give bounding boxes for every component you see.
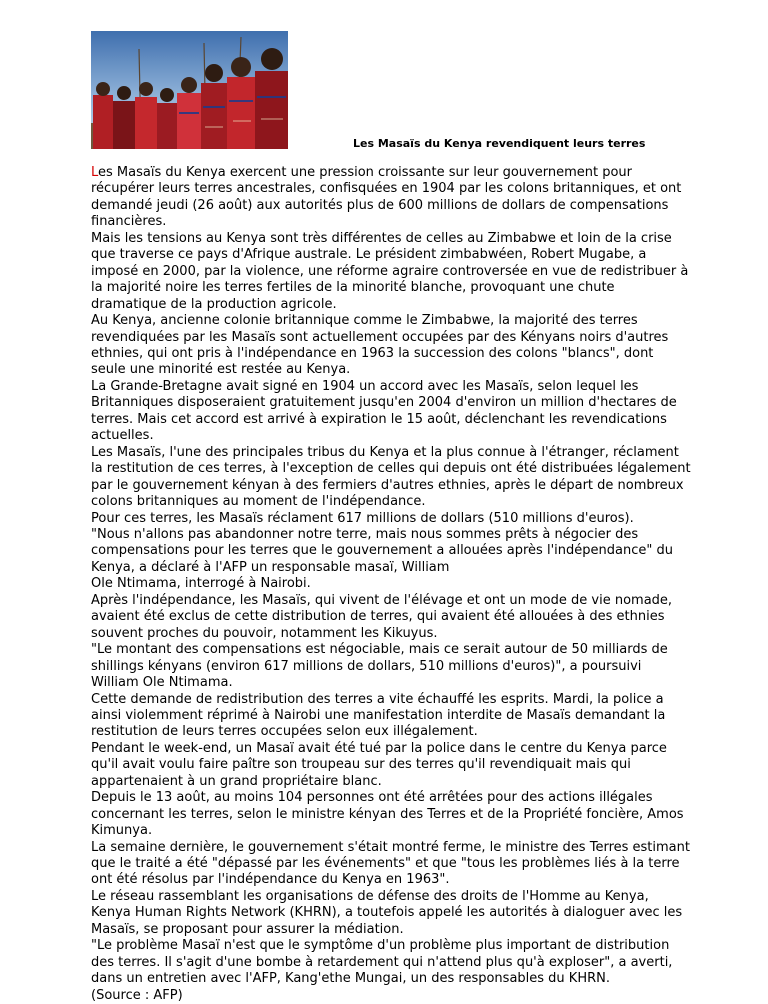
article-paragraph: La Grande-Bretagne avait signé en 1904 un accord avec les Masaïs, selon lequel les Britanniques disposeraient gratuitement jusqu'en 2004 d'environ un million d'hectares de terres. Mais cet accord est arrivé à expiration le 15 août, déclenchant les revendications actuelles. — [91, 378, 677, 444]
masai-group-photo — [91, 31, 288, 149]
photo-illustration — [91, 31, 288, 149]
article-body — [91, 165, 691, 1004]
article-paragraph: Ole Ntimama, interrogé à Nairobi. — [91, 576, 311, 592]
article-paragraph: "Le montant des compensations est négociable, mais ce serait autour de 50 milliards de shillings kényans (environ 617 millions de dollars, 510 millions d'euros)", a poursuivi William Ole Ntimama. — [91, 642, 668, 691]
article-paragraph: La semaine dernière, le gouvernement s'était montré ferme, le ministre des Terres estimant que le traité a été "dépassé par les événements" et que "tous les problèmes liés à la terre ont été résolus par l'indépendance du Kenya en 1963". — [91, 839, 690, 888]
article-paragraph: Depuis le 13 août, au moins 104 personnes ont été arrêtées pour des actions illégales concernant les terres, selon le ministre kényan des Terres et de la Propriété foncière, Amos Kimunya. — [91, 790, 684, 839]
article-paragraph: Pendant le week-end, un Masaï avait été tué par la police dans le centre du Kenya parce qu'il avait voulu faire paître son troupeau sur des terres qu'il revendiquait mais qui appartenaient à un grand propriétaire blanc. — [91, 740, 667, 789]
article-paragraph: "Le problème Masaï n'est que le symptôme d'un problème plus important de distribution des terres. Il s'agit d'une bombe à retardement qui n'attend plus qu'à exploser", a averti, dans un entretien avec l'AFP, Kang'ethe Mungai, un des responsables du KHRN. — [91, 938, 673, 987]
photo-caption: Les Masaïs du Kenya revendiquent leurs terres — [353, 137, 646, 150]
article-paragraph — [91, 165, 691, 231]
article-paragraph: Mais les tensions au Kenya sont très différentes de celles au Zimbabwe et loin de la crise que traverse ce pays d'Afrique australe. Le président zimbabwéen, Robert Mugabe, a imposé en 2000, par la violence, une réforme agraire controversée en vue de redistribuer à la majorité noire les terres fertiles de la minorité blanche, provoquant une chute dramatique de la production agricole. — [91, 230, 689, 312]
drop-cap-letter: L — [91, 165, 99, 180]
article-paragraph: "Nous n'allons pas abandonner notre terre, mais nous sommes prêts à négocier des compensations pour les terres que le gouvernement a allouées après l'indépendance" du Kenya, a déclaré à l'AFP un responsable masaï, William — [91, 526, 673, 575]
article-paragraph: Pour ces terres, les Masaïs réclament 617 millions de dollars (510 millions d'euros). — [91, 510, 634, 526]
article-paragraph: Au Kenya, ancienne colonie britannique comme le Zimbabwe, la majorité des terres revendiquées par les Masaïs sont actuellement occupées par des Kényans noirs d'autres ethnies, qui ont pris à l'indépendance en 1963 la succession des colons "blancs", dont seule une minorité est restée au Kenya. — [91, 313, 669, 378]
article-paragraph: Après l'indépendance, les Masaïs, qui vivent de l'élévage et ont un mode de vie nomade, avaient été exclus de cette distribution de terres, qui avaient été allouées à des ethnies souvent proches du pouvoir, notamment les Kikuyus. — [91, 592, 673, 641]
paragraph-text: es Masaïs du Kenya exercent une pression croissante sur leur gouvernement pour récupérer leurs terres ancestrales, confisquées en 1904 par les colons britanniques, et ont demandé jeudi (26 août) aux autorités plus de 600 millions de dollars de compensations financières. — [91, 165, 682, 230]
source-credit: (Source : AFP) — [91, 987, 183, 1003]
article-paragraph: Les Masaïs, l'une des principales tribus du Kenya et la plus connue à l'étranger, réclament la restitution de ces terres, à l'exception de celles qui depuis ont été distribuées légalement par le gouvernement kényan à des fermiers d'autres ethnies, après le départ de nombreux colons britanniques au moment de l'indépendance. — [91, 444, 691, 510]
article-paragraph: Le réseau rassemblant les organisations de défense des droits de l'Homme au Kenya, Kenya Human Rights Network (KHRN), a toutefois appelé les autorités à dialoguer avec les Masaïs, se proposant pour assurer la médiation. — [91, 888, 683, 937]
article-paragraph: Cette demande de redistribution des terres a vite échauffé les esprits. Mardi, la police a ainsi violemment réprimé à Nairobi une manifestation interdite de Masaïs demandant la restitution de leurs terres occupées selon eux illégalement. — [91, 691, 666, 740]
